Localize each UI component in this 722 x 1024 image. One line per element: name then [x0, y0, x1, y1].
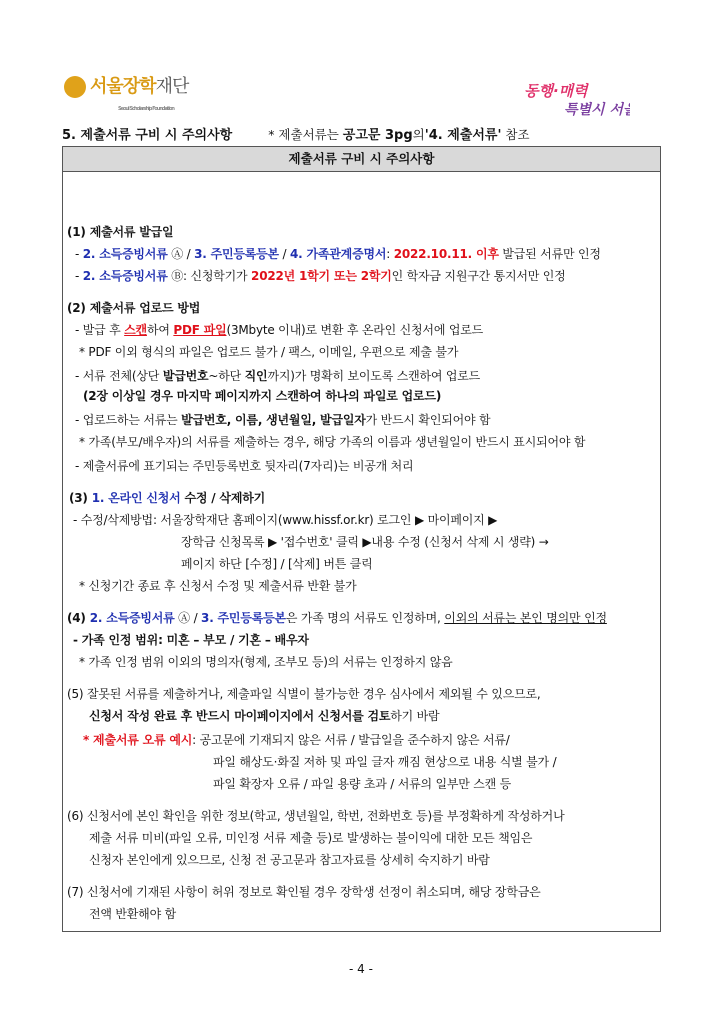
s1-line1: - 2. 소득증빙서류 Ⓐ / 3. 주민등록등본 / 4. 가족관계증명서: 2022.10.11. 이후 발급된 서류만 인정 [75, 247, 601, 261]
logo-name: 서울장학 [90, 76, 156, 97]
s5-line1: (5) 잘못된 서류를 제출하거나, 제출파일 식별이 불가능한 경우 심사에서 제외될 수 있으므로, [67, 687, 541, 701]
s1-line2: - 2. 소득증빙서류 Ⓑ: 신청학기가 2022년 1학기 또는 2학기인 학자금 지원구간 통지서만 인정 [75, 269, 566, 283]
s7-line2: 전액 반환해야 함 [89, 907, 176, 921]
logo-subtitle: Seoul Scholarship Foundation [118, 106, 174, 112]
s2-line6: * 가족(부모/배우자)의 서류를 제출하는 경우, 해당 가족의 이름과 생년월일이 반드시 표시되어야 함 [79, 435, 586, 449]
s5-line4: 파일 해상도·화질 저하 및 파일 글자 깨짐 현상으로 내용 식별 불가 / [213, 755, 557, 769]
s2-line5: - 업로드하는 서류는 발급번호, 이름, 생년월일, 발급일자가 반드시 확인되어야 함 [75, 413, 491, 427]
s5-line3: * 제출서류 오류 예시: 공고문에 기재되지 않은 서류 / 발급일을 준수하지 않은 서류/ [83, 733, 510, 747]
slogan-line1: 동행·매력 [524, 82, 588, 100]
s5-line2: 신청서 작성 완료 후 반드시 마이페이지에서 신청서를 검토하기 바람 [89, 709, 440, 723]
s2-title: (2) 제출서류 업로드 방법 [67, 301, 201, 315]
s5-line5: 파일 확장자 오류 / 파일 용량 초과 / 서류의 일부만 스캔 등 [213, 777, 512, 791]
notice-box [62, 146, 661, 932]
s7-line1: (7) 신청서에 기재된 사항이 허위 정보로 확인될 경우 장학생 선정이 취소되며, 해당 장학금은 [67, 885, 541, 899]
s4-line1: (4) 2. 소득증빙서류 Ⓐ / 3. 주민등록등본은 가족 명의 서류도 인정하며, 이외의 서류는 본인 명의만 인정 [67, 611, 607, 625]
foundation-logo [64, 76, 189, 112]
section-title: 5. 제출서류 구비 시 주의사항 [62, 128, 233, 143]
s3-line1: - 수정/삭제방법: 서울장학재단 홈페이지(www.hissf.or.kr) 로그인 ▶ 마이페이지 ▶ [73, 513, 498, 527]
s2-line3: - 서류 전체(상단 발급번호~하단 직인까지)가 명확히 보이도록 스캔하여 업로드 [75, 369, 481, 383]
seoul-slogan-logo [520, 80, 630, 118]
logo-name-tail: 재단 [155, 76, 189, 97]
s2-line7: - 제출서류에 표기되는 주민등록번호 뒷자리(7자리)는 비공개 처리 [75, 459, 414, 473]
s3-line2: 장학금 신청목록 ▶ '접수번호' 클릭 ▶내용 수정 (신청서 삭제 시 생략) → [181, 535, 549, 549]
s2-line1: - 발급 후 스캔하여 PDF 파일(3Mbyte 이내)로 변환 후 온라인 신청서에 업로드 [75, 323, 484, 337]
s6-line3: 신청자 본인에게 있으므로, 신청 전 공고문과 참고자료를 상세히 숙지하기 바람 [89, 853, 490, 867]
s1-title: (1) 제출서류 발급일 [67, 225, 174, 239]
s2-line2: * PDF 이외 형식의 파일은 업로드 불가 / 팩스, 이메일, 우편으로 제출 불가 [79, 345, 459, 359]
s3-line4: * 신청기간 종료 후 신청서 수정 및 제출서류 반환 불가 [79, 579, 357, 593]
s6-line2: 제출 서류 미비(파일 오류, 미인정 서류 제출 등)로 발생하는 불이익에 대한 모든 책임은 [89, 831, 533, 845]
section-heading: 5. 제출서류 구비 시 주의사항 * 제출서류는 공고문 3pg의'4. 제출서류' 참조 [62, 127, 530, 143]
slogan-line2: 특별시 서울 [564, 102, 630, 118]
s6-line1: (6) 신청서에 본인 확인을 위한 정보(학교, 생년월일, 학번, 전화번호 등)를 부정확하게 작성하거나 [67, 809, 565, 823]
s2-line4: (2장 이상일 경우 마지막 페이지까지 스캔하여 하나의 파일로 업로드) [83, 389, 442, 403]
s3-line3: 페이지 하단 [수정] / [삭제] 버튼 클릭 [181, 557, 373, 571]
s4-line3: * 가족 인정 범위 이외의 명의자(형제, 조부모 등)의 서류는 인정하지 않음 [79, 655, 453, 669]
foundation-seal-icon [64, 76, 86, 98]
box-title: 제출서류 구비 시 주의사항 [63, 147, 660, 172]
page-number: - 4 - [349, 962, 373, 976]
s4-line2: - 가족 인정 범위: 미혼 – 부모 / 기혼 – 배우자 [73, 633, 309, 647]
s3-title: (3) 1. 온라인 신청서 수정 / 삭제하기 [69, 491, 265, 505]
